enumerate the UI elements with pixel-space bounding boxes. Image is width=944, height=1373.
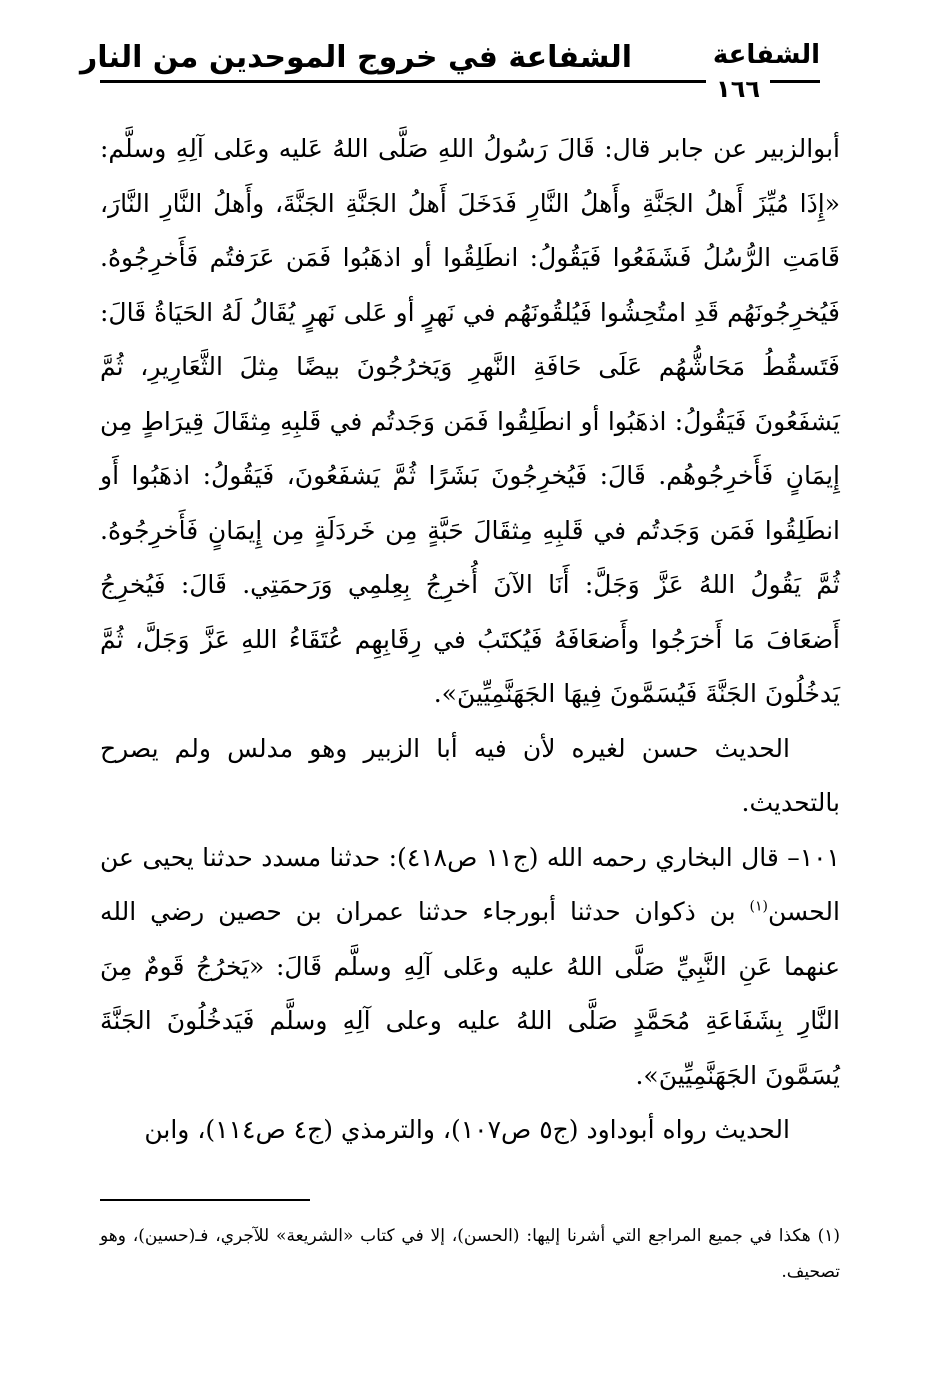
footnote-1: (١) هكذا في جميع المراجع التي أشرنا إليها: (الحسن)، إلا في كتاب «الشريعة» للآجري، فـ(حسين)، وهو تصحيف. <box>100 1226 840 1282</box>
takhrij-paragraph: الحديث رواه أبوداود (ج٥ ص١٠٧)، والترمذي (ج٤ ص١١٤)، وابن <box>144 1115 790 1144</box>
hadith-101-text-start: ١٠١– قال البخاري رحمه الله (ج١١ ص٤١٨): حدثنا مسدد حدثنا يحيى عن الحسن <box>100 842 840 926</box>
footnotes <box>100 1218 840 1290</box>
main-text <box>100 122 840 1158</box>
hadith-101-paragraph <box>100 831 840 1104</box>
footnote-marker: (١) <box>749 898 768 915</box>
footnote-divider <box>100 1199 310 1201</box>
hadith-101-text-end: بن ذكوان حدثنا أبورجاء حدثنا عمران بن حصين رضي الله عنهما عَنِ النَّبِيِّ صَلَّى اللهُ عليه وعَلى آلِهِ وسلَّم قَالَ: «يَخرُجُ قَومٌ مِنَ النَّارِ بِشَفَاعَةِ مُحَمَّدٍ صَلَّى اللهُ عليه وعلى آلِهِ وسلَّم فَيَدخُلُونَ الجَنَّةَ يُسَمَّونَ الجَهَنَّمِيِّينَ». <box>100 897 840 1090</box>
page-title: الشفاعة في خروج الموحدين من النار <box>80 40 632 75</box>
hadith-paragraph: أبوالزبير عن جابر قال: قَالَ رَسُولُ اللهِ صَلَّى اللهُ عَليه وعَلى آلِهِ وسلَّم: «إِذَا مُيِّزَ أَهلُ الجَنَّةِ وأَهلُ النَّارِ فَدَخَلَ أَهلُ الجَنَّةِ الجَنَّةَ، وأَهلُ النَّارِ النَّارَ، قَامَتِ الرُّسُلُ فَشَفَعُوا فَيَقُولُ: انطَلِقُوا أو اذهَبُوا فَمَن عَرَفتُم فَأَخرِجُوهُ. فَيُخرِجُونَهُم قَدِ امتُحِشُوا فَيُلقُونَهُم في نَهرٍ أو عَلى نَهرٍ يُقَالُ لَهُ الحَيَاةُ قَالَ: فَتَسقُطُ مَحَاشُّهُم عَلَى حَافَةِ النَّهرِ وَيَخرُجُونَ بيضًا مِثلَ الثَّعَارِيرِ، ثُمَّ يَشفَعُونَ فَيَقُولُ: اذهَبُوا أو انطَلِقُوا فَمَن وَجَدتُم في قَلبِهِ مِثقَالَ قِيرَاطٍ مِن إِيمَانٍ فَأَخرِجُوهُم. قَالَ: فَيُخرِجُونَ بَشَرًا ثُمَّ يَشفَعُونَ، فَيَقُولُ: اذهَبُوا أَو انطَلِقُوا فَمَن وَجَدتُم في قَلبِهِ مِثقَالَ حَبَّةٍ مِن خَردَلَةٍ مِن إِيمَانٍ فَأَخرِجُوهُ. ثُمَّ يَقُولُ اللهُ عَزَّ وَجَلَّ: أَنَا الآنَ أُخرِجُ بِعِلمِي وَرَحمَتِي. قَالَ: فَيُخرِجُ أَضعَافَ مَا أَخرَجُوا وأَضعَافَهُ فَيُكتَبُ في رِقَابِهِم عُتَقَاءُ اللهِ عَزَّ وَجَلَّ، ثُمَّ يَدخُلُونَ الجَنَّةَ فَيُسَمَّونَ فِيهَا الجَهَنَّمِيِّينَ». <box>100 134 840 708</box>
page-number: ١٦٦ <box>706 74 770 104</box>
page-header <box>80 18 820 103</box>
grading-paragraph: الحديث حسن لغيره لأن فيه أبا الزبير وهو مدلس ولم يصرح بالتحديث. <box>100 733 840 817</box>
section-mark: الشفاعة <box>712 40 820 70</box>
